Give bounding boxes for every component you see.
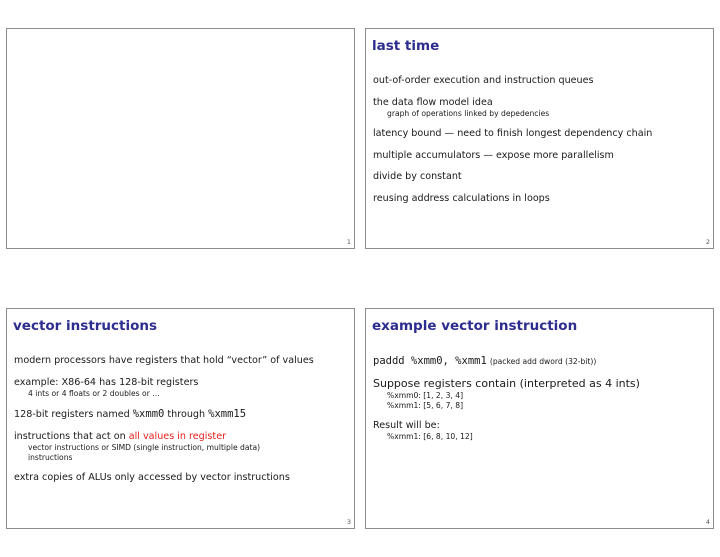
sub-bullet: 4 ints or 4 floats or 2 doubles or …	[28, 388, 160, 398]
page-number: 4	[705, 518, 710, 526]
slide-title: vector instructions	[13, 318, 158, 334]
bullet: modern processors have registers that hold “vector” of values	[14, 355, 314, 366]
register-value: %xmm1: [5, 6, 7, 8]	[387, 400, 464, 410]
bullet-text: the data flow model idea	[373, 96, 493, 108]
sub-bullet: graph of operations linked by depedencies	[387, 108, 550, 118]
register-value: %xmm0: [1, 2, 3, 4]	[387, 390, 464, 400]
bullet-text: example: X86-64 has 128-bit registers	[14, 376, 199, 388]
register-value: %xmm1: [6, 8, 10, 12]	[387, 432, 473, 441]
bullet	[14, 408, 348, 421]
slide-body	[373, 75, 707, 214]
slide-4	[365, 308, 714, 529]
code-instruction: paddd %xmm0, %xmm1	[373, 355, 487, 367]
slide-body	[14, 355, 348, 494]
slide-2	[365, 28, 714, 249]
bullet: latency bound — need to finish longest dependency chain	[373, 128, 653, 139]
slide-body	[373, 355, 707, 452]
bullet	[14, 377, 348, 399]
bullet: reusing address calculations in loops	[373, 192, 550, 204]
sub-bullet: instructions	[28, 452, 73, 462]
code-line	[373, 355, 707, 368]
bullet-text: instructions that act on	[14, 430, 129, 442]
highlight-text: all values in register	[128, 430, 227, 442]
register-name: %xmm0	[132, 408, 165, 420]
sub-bullet: vector instructions or SIMD (single instruction, multiple data)	[28, 442, 261, 452]
bullet: multiple accumulators — expose more parallelism	[373, 149, 614, 161]
bullet	[14, 431, 348, 463]
slide-title: example vector instruction	[372, 318, 578, 334]
bullet	[373, 420, 707, 442]
bullet	[373, 97, 707, 119]
page-number: 3	[346, 518, 351, 526]
bullet-text: Suppose registers contain (interpreted as 4 ints)	[373, 376, 640, 390]
slide-title: last time	[372, 38, 440, 54]
bullet: out-of-order execution and instruction queues	[373, 75, 594, 86]
code-note: (packed add dword (32-bit))	[489, 357, 597, 366]
slide-1	[6, 28, 355, 249]
bullet-text: through	[164, 409, 209, 420]
bullet	[373, 378, 707, 411]
register-name: %xmm15	[208, 408, 247, 420]
slide-3	[6, 308, 355, 529]
bullet-text: Result will be:	[373, 420, 440, 431]
page-number: 1	[346, 238, 351, 246]
bullet-text: 128-bit registers named	[14, 409, 133, 420]
bullet: extra copies of ALUs only accessed by vector instructions	[14, 472, 290, 483]
page-number: 2	[705, 238, 710, 246]
bullet: divide by constant	[373, 171, 462, 182]
